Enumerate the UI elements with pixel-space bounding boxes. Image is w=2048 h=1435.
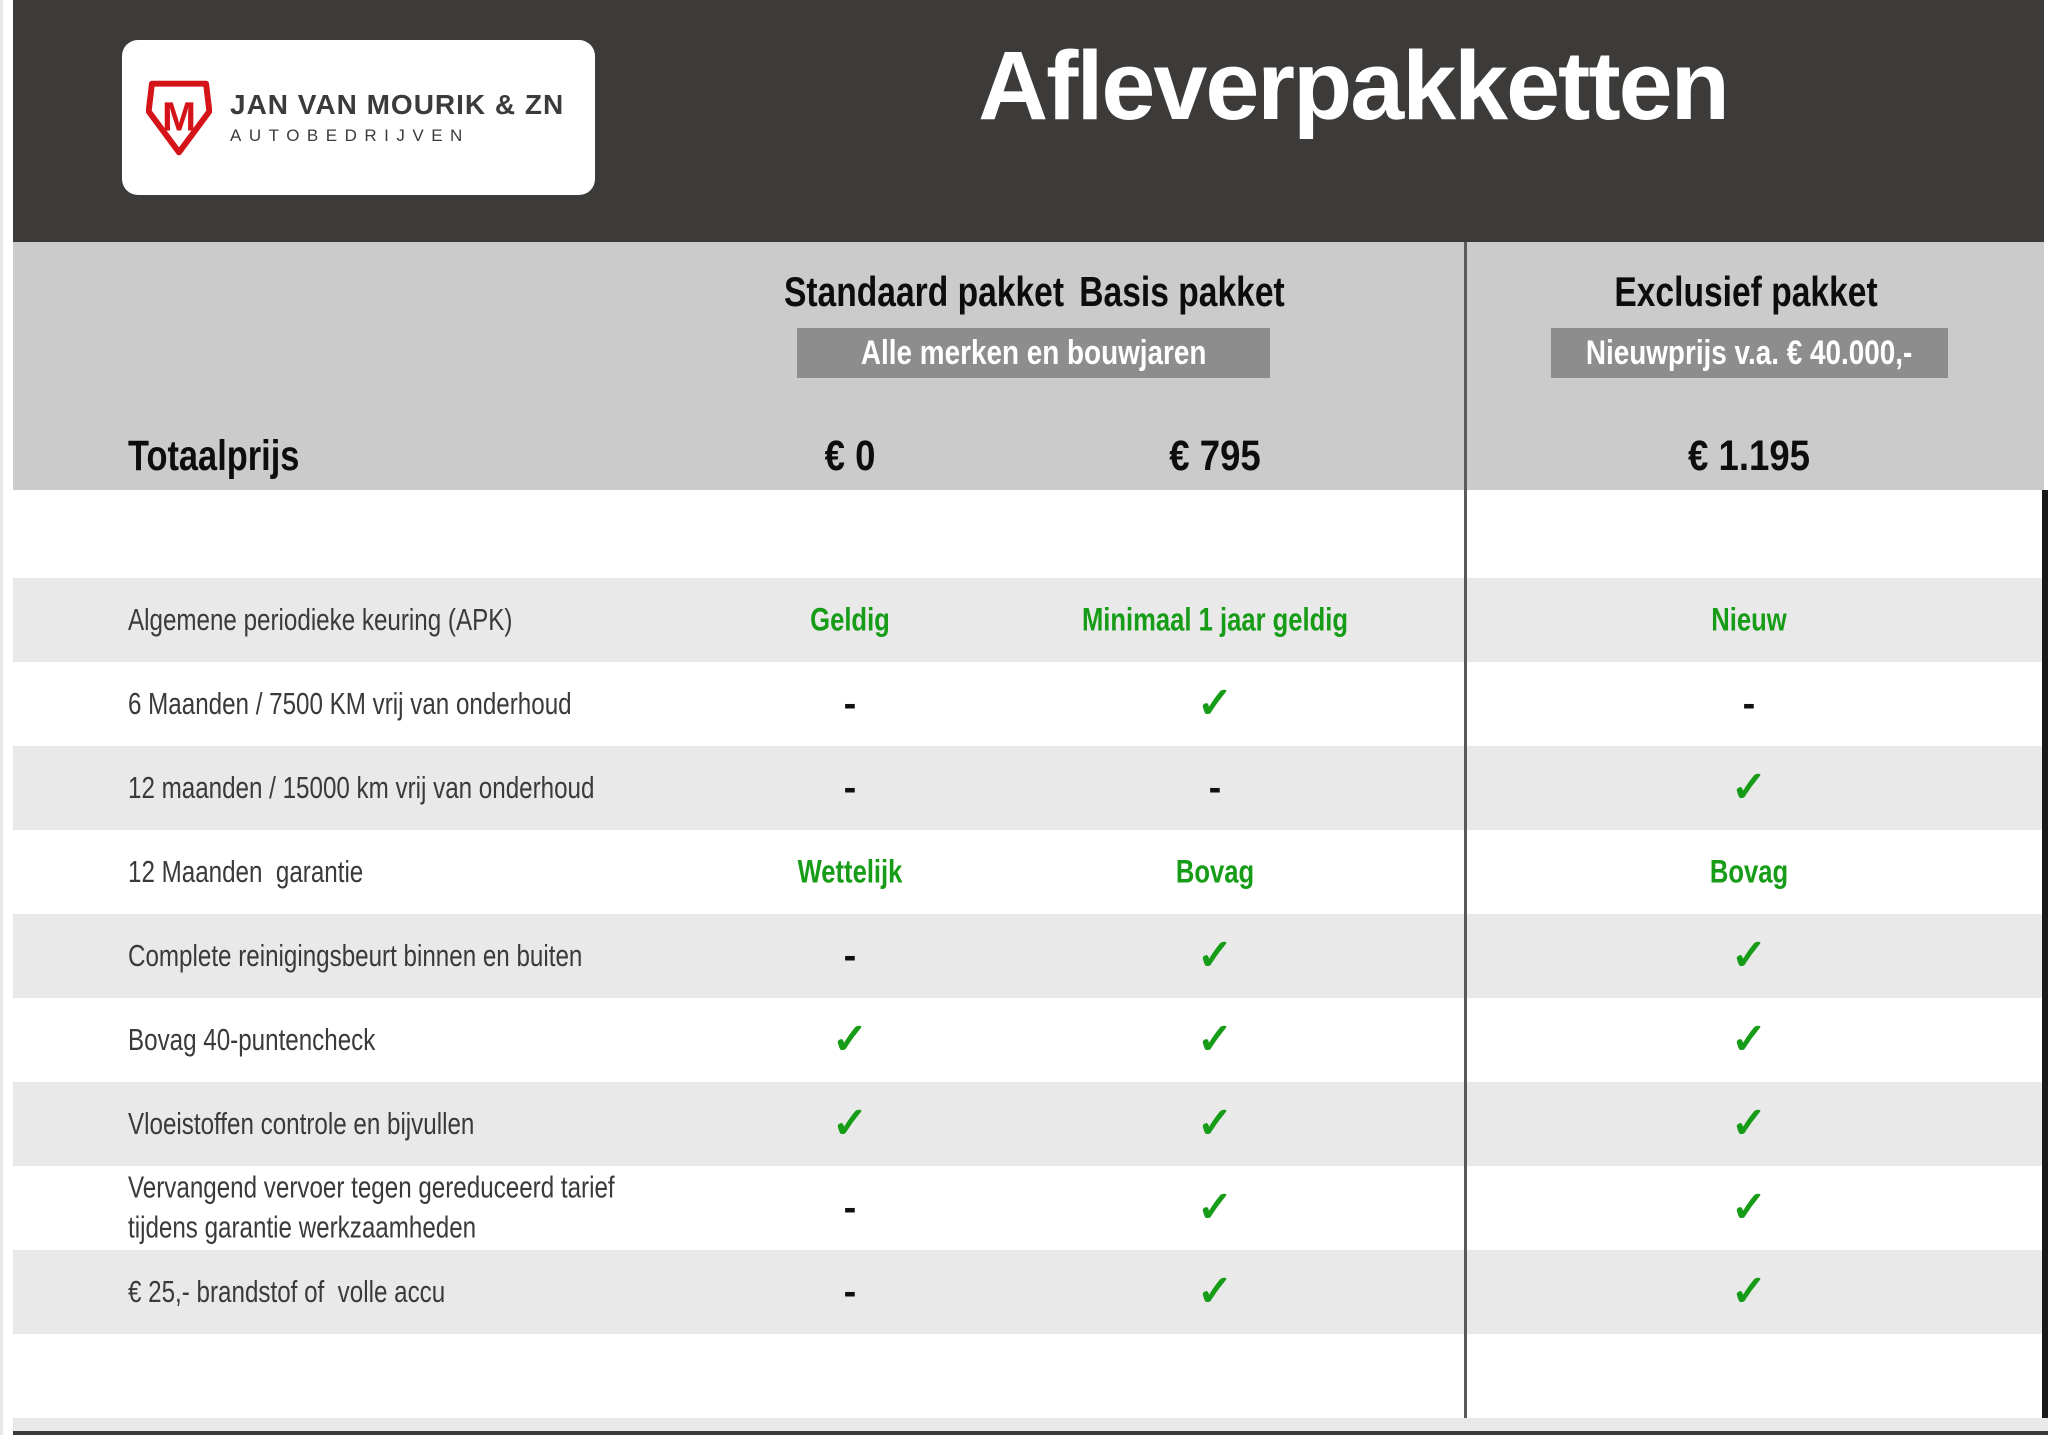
feature-label: Algemene periodieke keuring (APK) — [128, 601, 513, 637]
feature-value: Geldig — [810, 601, 890, 638]
check-icon: ✓ — [831, 1099, 869, 1148]
feature-label: Vloeistoffen controle en bijvullen — [128, 1105, 475, 1141]
check-icon: ✓ — [1730, 1183, 1768, 1232]
feature-row — [13, 998, 2042, 1082]
feature-value: Bovag — [1175, 853, 1255, 890]
brand-subtitle: AUTOBEDRIJVEN — [230, 126, 470, 145]
feature-label: Vervangend vervoer tegen gereduceerd tarief tijdens garantie werkzaamheden — [128, 1169, 615, 1245]
feature-row — [13, 746, 2042, 830]
price-standaard: € 0 — [824, 432, 876, 480]
check-icon: ✓ — [1196, 931, 1234, 980]
feature-label: Complete reinigingsbeurt binnen en buiten — [128, 937, 583, 973]
feature-label: € 25,- brandstof of volle accu — [128, 1273, 446, 1309]
check-icon: ✓ — [1730, 1015, 1768, 1064]
feature-label: 12 Maanden garantie — [128, 853, 364, 889]
dash-mark: - — [843, 1187, 857, 1229]
dash-mark: - — [843, 767, 857, 809]
bottom-border — [13, 1431, 2048, 1435]
feature-row — [13, 914, 2042, 998]
dash-mark: - — [843, 683, 857, 725]
column-header-standaard: Standaard pakket — [783, 268, 1065, 315]
total-price-label: Totaalprijs — [128, 432, 300, 480]
check-icon: ✓ — [1196, 1183, 1234, 1232]
dash-mark: - — [1742, 683, 1756, 725]
dash-mark: - — [1208, 767, 1222, 809]
feature-row — [13, 662, 2042, 746]
feature-value: Minimaal 1 jaar geldig — [1081, 601, 1349, 638]
column-header-exclusief: Exclusief pakket — [1614, 268, 1878, 315]
badge-all-brands: Alle merken en bouwjaren — [797, 328, 1270, 378]
check-icon: ✓ — [1730, 763, 1768, 812]
check-icon: ✓ — [1196, 1099, 1234, 1148]
right-border — [2042, 490, 2048, 1418]
brand-text — [230, 89, 564, 146]
price-exclusief: € 1.195 — [1688, 432, 1810, 480]
check-icon: ✓ — [1730, 1267, 1768, 1316]
badge-new-price: Nieuwprijs v.a. € 40.000,- — [1551, 328, 1948, 378]
brand-shield-icon — [146, 80, 212, 156]
feature-row — [13, 1082, 2042, 1166]
check-icon: ✓ — [1730, 931, 1768, 980]
pricing-band — [13, 242, 2044, 490]
column-divider-line — [1464, 242, 1467, 1432]
dash-mark: - — [843, 1271, 857, 1313]
column-header-basis: Basis pakket — [1079, 268, 1285, 315]
feature-label: Bovag 40-puntencheck — [128, 1021, 376, 1057]
check-icon: ✓ — [1196, 679, 1234, 728]
price-basis: € 795 — [1169, 432, 1261, 480]
brand-monogram: M — [161, 93, 197, 140]
brand-name: JAN VAN MOURIK & ZN — [230, 89, 565, 120]
feature-row — [13, 578, 2042, 662]
brand-logo — [122, 40, 595, 195]
feature-value: Bovag — [1709, 853, 1789, 890]
check-icon: ✓ — [1730, 1099, 1768, 1148]
feature-label: 6 Maanden / 7500 KM vrij van onderhoud — [128, 685, 572, 721]
check-icon: ✓ — [1196, 1015, 1234, 1064]
check-icon: ✓ — [1196, 1267, 1234, 1316]
feature-row — [13, 1166, 2042, 1250]
feature-row — [13, 1250, 2042, 1334]
feature-table — [13, 578, 2042, 1334]
feature-row — [13, 830, 2042, 914]
feature-label: 12 maanden / 15000 km vrij van onderhoud — [128, 769, 595, 805]
dash-mark: - — [843, 935, 857, 977]
feature-value: Nieuw — [1711, 601, 1787, 638]
feature-value: Wettelijk — [797, 853, 903, 890]
left-border — [0, 0, 3, 1435]
check-icon: ✓ — [831, 1015, 869, 1064]
header — [13, 0, 2044, 242]
page-title: Afleverpakketten — [978, 31, 1728, 140]
